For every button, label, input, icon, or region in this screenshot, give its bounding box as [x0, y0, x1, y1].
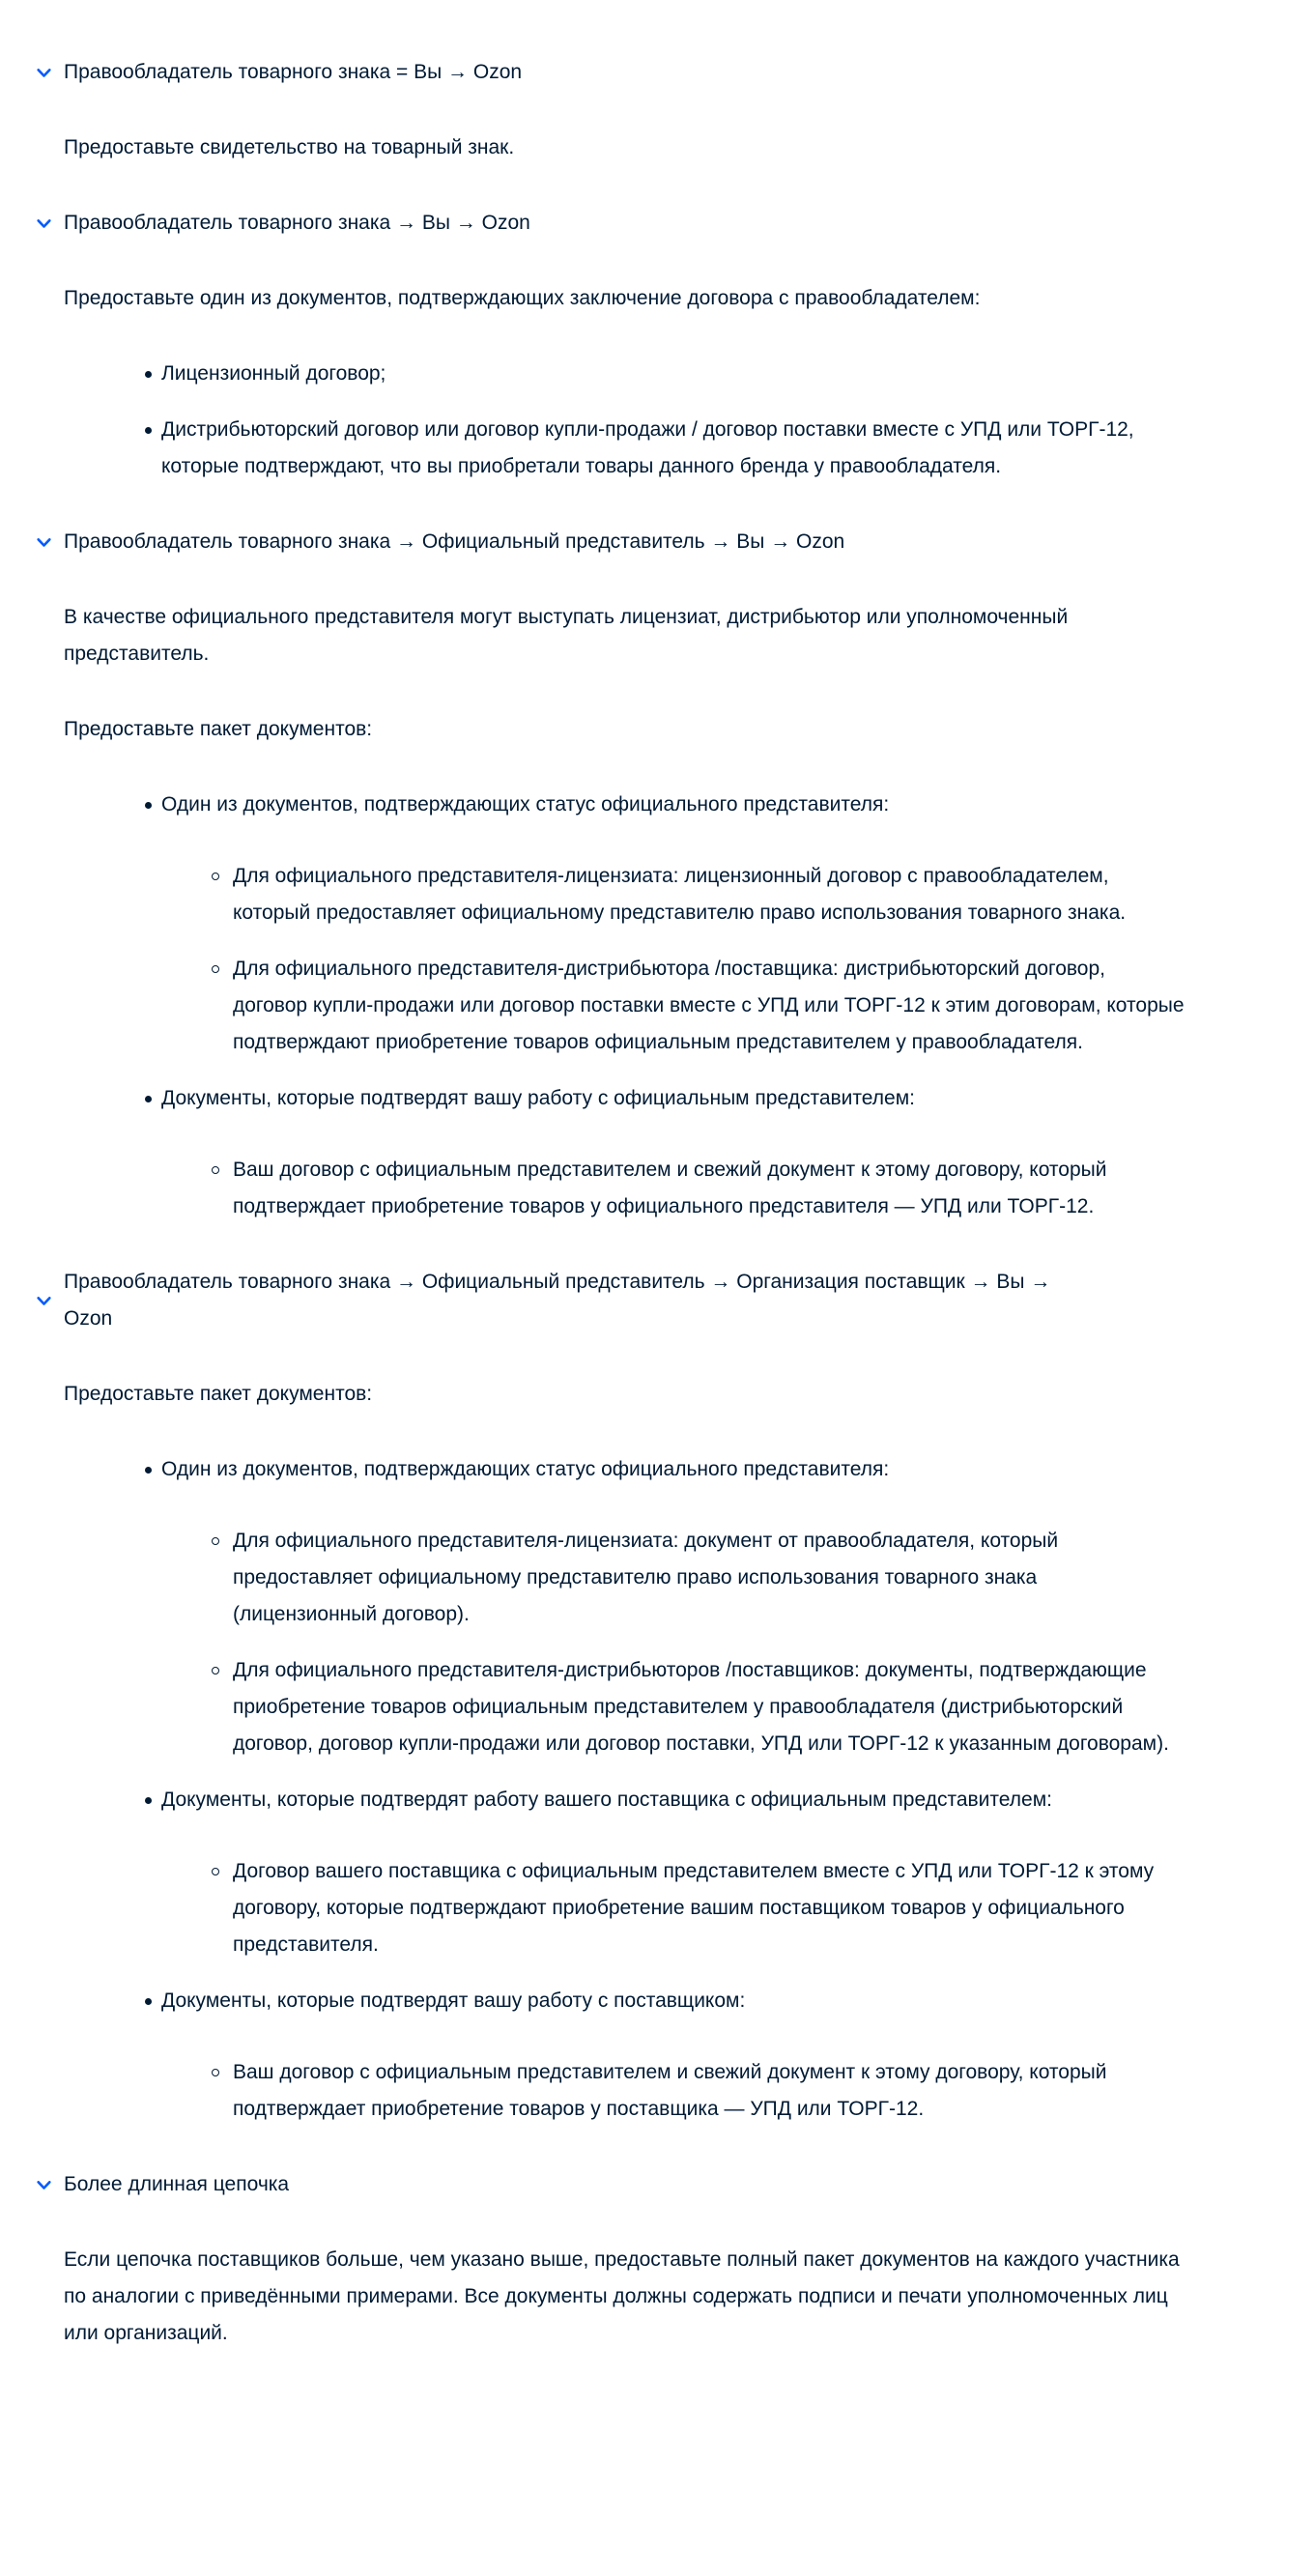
list-item-text: Документы, которые подтвердят вашу работу с официальным представителем:	[161, 1087, 915, 1109]
sub-list-item-text: Для официального представителя-дистрибьютора /поставщика: дистрибьюторский договор, договор купли-продажи или договор поставки вместе с УПД или ТОРГ-12 к этим договорам, которые подтверждают приобретение товаров официальным представителем у правообладателя.	[233, 958, 1185, 1053]
paragraph: Предоставьте пакет документов:	[64, 718, 373, 740]
bullet-list	[64, 787, 1185, 1225]
list-item-text: Документы, которые подтвердят вашу работу с поставщиком:	[161, 1989, 746, 2012]
paragraph: В качестве официального представителя могут выступать лицензиат, дистрибьютор или уполномоченный представитель.	[64, 606, 1069, 665]
section-header[interactable]	[35, 54, 1098, 91]
bullet-list	[64, 356, 1185, 485]
list-item-text: Документы, которые подтвердят работу вашего поставщика с официальным представителем:	[161, 1789, 1052, 1811]
section-body	[64, 599, 1185, 1225]
section-body	[64, 129, 1185, 166]
list-item	[64, 1983, 1185, 2128]
sub-list-item	[161, 2054, 1185, 2128]
collapsible-section	[35, 1264, 1246, 2128]
bullet-list	[64, 1451, 1185, 2128]
sub-list	[161, 858, 1185, 1061]
paragraph: Предоставьте один из документов, подтверждающих заключение договора с правообладателем:	[64, 287, 981, 309]
list-item	[64, 1451, 1185, 1762]
list-item	[64, 412, 1185, 485]
sub-list-item-text: Для официального представителя-дистрибьюторов /поставщиков: документы, подтверждающие приобретение товаров официальным представителем у правообладателя (дистрибьюторский договор, договор купли-продажи или договор поставки, УПД или ТОРГ-12 к указанным договорам).	[233, 1659, 1169, 1755]
sub-list-item-text: Ваш договор с официальным представителем и свежий документ к этому договору, который подтверждает приобретение товаров у поставщика — УПД или ТОРГ-12.	[233, 2061, 1107, 2120]
sub-list-item	[161, 951, 1185, 1061]
chevron-down-icon[interactable]	[35, 2176, 53, 2194]
paragraph: Если цепочка поставщиков больше, чем указано выше, предоставьте полный пакет документов на каждого участника по аналогии с приведёнными примерами. Все документы должны содержать подписи и печати уполномоченных лиц или организаций.	[64, 2248, 1180, 2344]
sub-list	[161, 2054, 1185, 2128]
list-item	[64, 356, 1185, 392]
section-body	[64, 280, 1185, 485]
section-body	[64, 2242, 1185, 2352]
section-header[interactable]	[35, 205, 1098, 242]
section-header[interactable]	[35, 1264, 1098, 1337]
list-item-text: Дистрибьюторский договор или договор купли-продажи / договор поставки вместе с УПД или ТОРГ-12, которые подтверждают, что вы приобретали товары данного бренда у правообладателя.	[161, 418, 1134, 477]
collapsible-section	[35, 524, 1246, 1225]
chevron-down-icon[interactable]	[35, 64, 53, 82]
sub-list-item-text: Ваш договор с официальным представителем и свежий документ к этому договору, который подтверждает приобретение товаров у официального представителя — УПД или ТОРГ-12.	[233, 1159, 1107, 1217]
chevron-down-icon[interactable]	[35, 215, 53, 233]
chevron-down-icon[interactable]	[35, 1292, 53, 1310]
list-item-text: Лицензионный договор;	[161, 362, 386, 385]
list-item-text: Один из документов, подтверждающих статус официального представителя:	[161, 1458, 890, 1480]
section-title[interactable]: Правообладатель товарного знака = Вы → Ozon	[64, 61, 523, 83]
sub-list-item	[161, 1853, 1185, 1963]
sub-list	[161, 1853, 1185, 1963]
sub-list-item	[161, 1652, 1185, 1762]
sub-list-item-text: Договор вашего поставщика с официальным представителем вместе с УПД или ТОРГ-12 к этому договору, которые подтверждают приобретение вашим поставщиком товаров у официального представителя.	[233, 1860, 1155, 1956]
sub-list-item	[161, 858, 1185, 931]
section-header[interactable]	[35, 524, 1098, 560]
collapsible-section	[35, 2166, 1246, 2352]
collapsible-section	[35, 205, 1246, 485]
section-title[interactable]: Более длинная цепочка	[64, 2173, 290, 2195]
sub-list	[161, 1523, 1185, 1762]
list-item	[64, 787, 1185, 1061]
paragraph: Предоставьте свидетельство на товарный знак.	[64, 136, 515, 158]
paragraph: Предоставьте пакет документов:	[64, 1383, 373, 1405]
list-item	[64, 1782, 1185, 1963]
section-header[interactable]	[35, 2166, 1098, 2203]
sub-list-item-text: Для официального представителя-лицензиата: документ от правообладателя, который предоставляет официальному представителю право использования товарного знака (лицензионный договор).	[233, 1530, 1059, 1625]
accordion-group	[35, 54, 1246, 2352]
collapsible-section	[35, 54, 1246, 166]
list-item	[64, 1080, 1185, 1225]
sub-list-item-text: Для официального представителя-лицензиата: лицензионный договор с правообладателем, который предоставляет официальному представителю право использования товарного знака.	[233, 865, 1127, 924]
chevron-down-icon[interactable]	[35, 533, 53, 552]
section-body	[64, 1376, 1185, 2128]
section-title[interactable]: Правообладатель товарного знака → Официальный представитель → Вы → Ozon	[64, 530, 845, 553]
section-title[interactable]: Правообладатель товарного знака → Вы → Ozon	[64, 212, 530, 234]
list-item-text: Один из документов, подтверждающих статус официального представителя:	[161, 793, 890, 816]
sub-list-item	[161, 1152, 1185, 1225]
sub-list-item	[161, 1523, 1185, 1633]
sub-list	[161, 1152, 1185, 1225]
section-title[interactable]: Правообладатель товарного знака → Официальный представитель → Организация поставщик → Вы → Ozon	[64, 1271, 1051, 1330]
